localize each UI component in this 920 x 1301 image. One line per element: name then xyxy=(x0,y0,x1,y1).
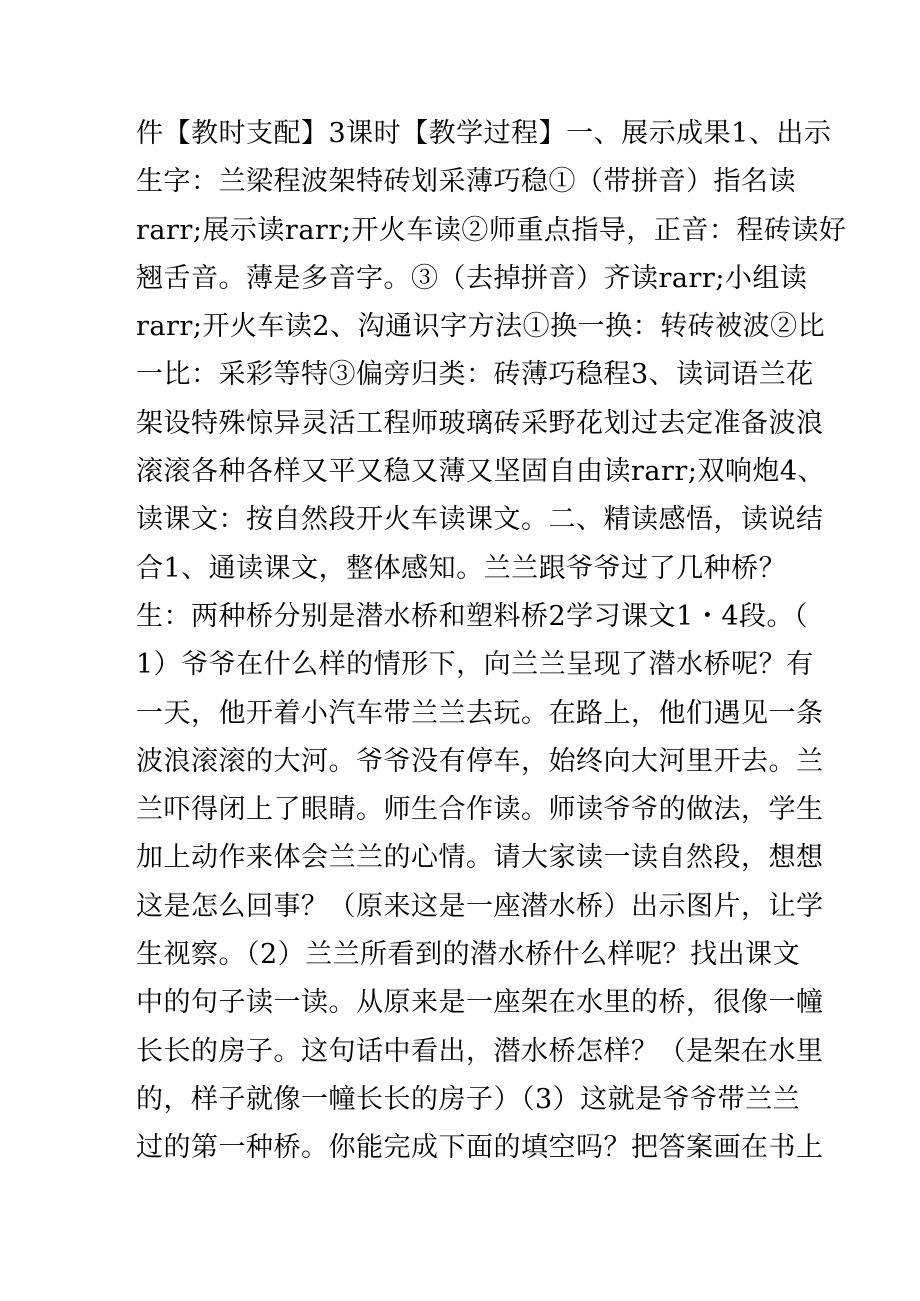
text-line-1: 件【教时支配】3课时【教学过程】一、展示成果1、出示 xyxy=(136,118,832,149)
text-line-9: 读课文：按自然段开火车读课文。二、精读感悟，读说结 xyxy=(136,504,824,536)
text-line-4: 翘舌音。薄是多音字。③（去掉拼音）齐读rarr;小组读 xyxy=(136,262,808,294)
text-line-5: rarr;开火车读2、沟通识字方法①换一换：转砖被波②比 xyxy=(136,311,826,343)
text-line-18: 生视察。（2）兰兰所看到的潜水桥什么样呢？找出课文 xyxy=(136,939,801,971)
text-line-22: 过的第一种桥。你能完成下面的填空吗？把答案画在书上 xyxy=(136,1132,824,1164)
text-line-6: 一比：采彩等特③偏旁归类：砖薄巧稳程3、读词语兰花 xyxy=(136,359,814,391)
text-line-16: 加上动作来体会兰兰的心情。请大家读一读自然段，想想 xyxy=(136,842,824,874)
text-line-7: 架设特殊惊异灵活工程师玻璃砖采野花划过去定准备波浪 xyxy=(136,407,824,439)
lesson-plan-text xyxy=(136,110,847,1173)
text-line-20: 长长的房子。这句话中看出，潜水桥怎样？（是架在水里 xyxy=(136,1035,824,1067)
text-line-19: 中的句子读一读。从原来是一座架在水里的桥，很像一幢 xyxy=(136,987,824,1019)
text-line-3: rarr;展示读rarr;开火车读②师重点指导，正音：程砖读好 xyxy=(136,214,847,246)
text-line-21: 的，样子就像一幢长长的房子）（3）这就是爷爷带兰兰 xyxy=(136,1083,801,1115)
text-line-14: 波浪滚滚的大河。爷爷没有停车，始终向大河里开去。兰 xyxy=(136,745,824,777)
text-line-13: 一天，他开着小汽车带兰兰去玩。在路上，他们遇见一条 xyxy=(136,697,824,729)
text-line-8: 滚滚各种各样又平又稳又薄又坚固自由读rarr;双响炮4、 xyxy=(136,456,826,488)
text-line-12: 1）爷爷在什么样的情形下，向兰兰呈现了潜水桥呢？有 xyxy=(136,649,814,681)
text-line-2: 生字：兰梁程波架特砖划采薄巧稳①（带拼音）指名读 xyxy=(136,166,796,198)
text-line-11: 生：两种桥分别是潜水桥和塑料桥2学习课文1・4段。（ xyxy=(136,600,809,632)
text-line-10: 合1、通读课文，整体感知。兰兰跟爷爷过了几种桥？ xyxy=(136,552,787,584)
text-line-15: 兰吓得闭上了眼睛。师生合作读。师读爷爷的做法，学生 xyxy=(136,794,824,826)
text-line-17: 这是怎么回事？（原来这是一座潜水桥）出示图片，让学 xyxy=(136,890,824,922)
